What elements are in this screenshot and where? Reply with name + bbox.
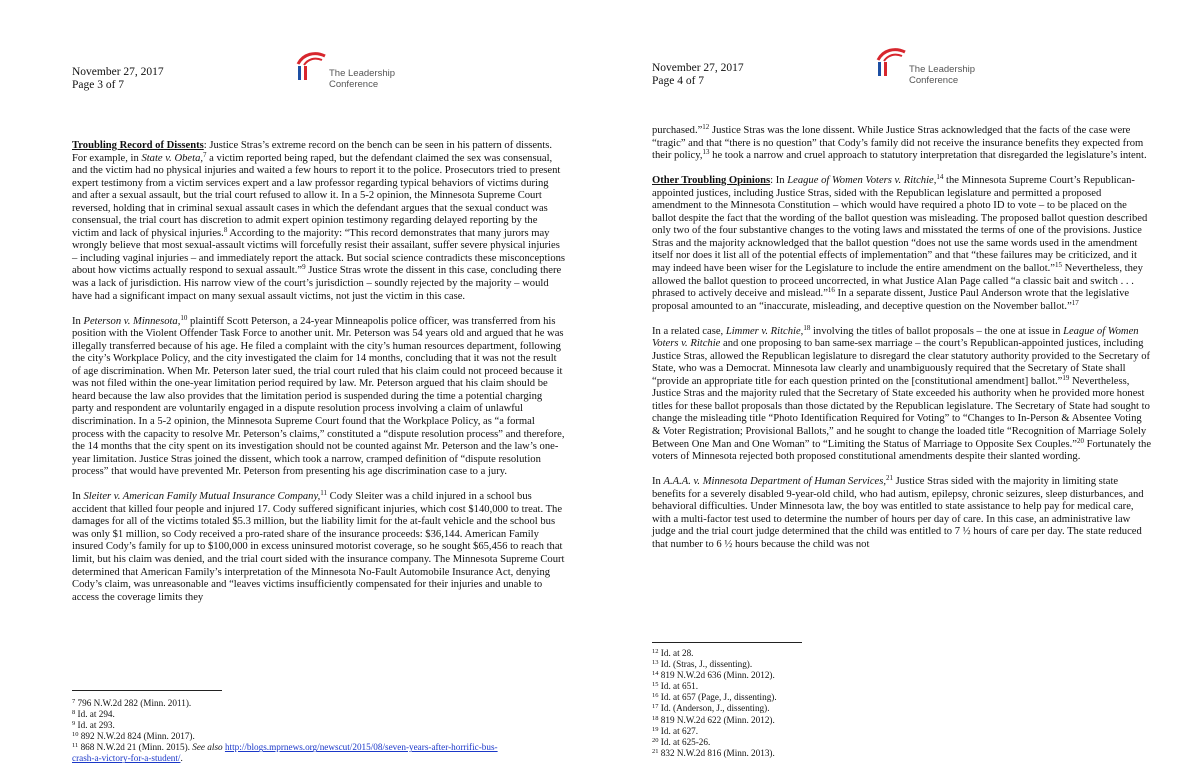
news-article-link-continued[interactable]: crash-a-victory-for-a-student/ [72, 753, 181, 764]
footnote-19: $^{19}$ Id. at 627. [652, 725, 699, 736]
leadership-conference-logo-icon [875, 48, 907, 78]
footnote-16: $^{16}$ Id. at 657 (Page, J., dissenting). [652, 692, 777, 703]
leadership-conference-logo [295, 52, 415, 96]
header-date: November 27, 2017 [652, 62, 744, 74]
case-name: League of Women Voters v. Ritchie [652, 325, 1139, 350]
paragraph-peterson: In Peterson v. Minnesota,$^{10}$ plaintiff Scott Peterson, a 24-year Minneapolis police officer, was transferred from his position with the Violent Offender Task Force to another unit. Mr. Peterson was 54 years old and argued that he was illegally transferred because of his age. He filed a complaint with the city’s human resources department, following the city’s Workplace Policy, and the city investigated the claim for 14 months, concluding that it was not the result of age discrimination. When Mr. Peterson later sued, the trial court ruled that his claim could not proceed because it was not filed within the one-year limitation period required by law. Mr. Peterson argued that his claim should be heard because the law also provides that the limitation period is suspended during the time a potential charging party and respondent are voluntarily engaged in a dispute resolution process involving a claim of unlawful discrimination. In a 5-2 opinion, the Minnesota Supreme Court found that the Workplace Policy, as “a formal process with the capacity to resolve Mr. Peterson’s claims,” constituted a “dispute resolution process” and therefore, the 14 months that the city spent on its investigation should not be counted against Mr. Peterson and the law’s one-year limitation. Justice Stras joined the dissent, which took a narrow, cramped definition of “dispute resolution process” that would have prevented Mr. Peterson from presenting his age discrimination case to a jury. [72, 313, 565, 478]
footnote-ref: 10 [180, 313, 188, 322]
footnotes [72, 698, 498, 765]
footnote-8: $^8$ Id. at 294. [72, 709, 115, 720]
footnote-ref: 15 [1055, 260, 1063, 269]
logo-line-2: Conference [329, 79, 379, 90]
footnote-13: $^{13}$ Id. (Stras, J., dissenting). [652, 659, 753, 670]
footnote-ref: 13 [702, 148, 710, 157]
header-page-number: Page 4 of 7 [652, 75, 705, 87]
section-heading-dissents: Troubling Record of Dissents [72, 140, 204, 151]
case-name: League of Women Voters v. Ritchie, [787, 175, 937, 187]
footnote-divider [652, 642, 802, 643]
footnote-21: $^{21}$ 832 N.W.2d 816 (Minn. 2013). [652, 747, 775, 758]
document-page-4 [600, 0, 1200, 783]
footnote-7: $^7$ 796 N.W.2d 282 (Minn. 2011). [72, 698, 192, 708]
footnote-ref: 20 [1076, 436, 1084, 445]
case-name: Limmer v. Ritchie, [725, 325, 804, 337]
footnote-15: $^{15}$ Id. at 651. [652, 681, 699, 692]
footnote-ref: 16 [827, 286, 835, 295]
logo-line-1: The Leadership [329, 68, 396, 79]
page-body [652, 125, 1152, 551]
case-name: State v. Obeta, [141, 152, 204, 164]
footnote-18: $^{18}$ 819 N.W.2d 622 (Minn. 2012). [652, 714, 775, 725]
footnote-ref: 7 [203, 150, 207, 159]
page-header [72, 66, 164, 92]
footnote-10: $^{10}$ 892 N.W.2d 824 (Minn. 2017). [72, 731, 195, 742]
footnote-14: $^{14}$ 819 N.W.2d 636 (Minn. 2012). [652, 670, 775, 681]
paragraph-sleiter-continued: purchased.”$^{12}$ Justice Stras was the lone dissent. While Justice Stras acknowledged that the facts of the case were “tragic” and that “there is no question” that Cody’s family did not receive the insurance benefits they expected from their policy,$^{13}$ he took a narrow and cruel approach to statutory interpretation that disregarded the legislature’s intent. [652, 123, 1147, 162]
footnote-12: $^{12}$ Id. at 28. [652, 648, 694, 658]
paragraph-league-of-women-voters: Other Troubling Opinions: In League of Women Voters v. Ritchie,$^{14}$ the Minnesota Supreme Court’s Republican-appointed justices, including Justice Stras, sided with the Republican legislature and permitted a proposed amendment to the Minnesota Constitution – which would have required a photo ID to vote – to be placed on the ballot despite the fact that the wording of the ballot question was misleading. The proposed ballot question described only two of the four substantive changes to the voting laws and misstated the terms of one of the provisions. Justice Stras and the majority acknowledged that the ballot question “does not use the same words used in the amendment itself nor does it list all of the potential effects of implementation” and that “these failures may be criticized, and it may indeed have been wiser for the Legislature to include the entire amendment on the ballot.”$^{15}$ Nevertheless, they allowed the ballot question to proceed uncorrected, in what Justice Alan Page called “a classic bait and switch . . . phrased to actively deceive and mislead.”$^{16}$ In a separate dissent, Justice Paul Anderson wrote that the legislative proposal amounted to an “inaccurate, misleading, and deceptive question on the November ballot.”$^{17}$ [652, 173, 1148, 312]
header-page-number: Page 3 of 7 [72, 79, 125, 91]
case-name: A.A.A. v. Minnesota Department of Human Services, [663, 476, 886, 488]
footnote-ref: 17 [1071, 298, 1079, 307]
footnote-17: $^{17}$ Id. (Anderson, J., dissenting). [652, 703, 770, 714]
footnote-divider [72, 690, 222, 691]
footnote-ref: 19 [1062, 373, 1070, 382]
page-body [72, 140, 566, 604]
page-header [652, 62, 744, 88]
case-name: Sleiter v. American Family Mutual Insurance Company, [83, 491, 321, 503]
footnote-ref: 9 [302, 263, 306, 272]
footnote-ref: 18 [803, 323, 811, 332]
leadership-conference-logo [875, 48, 995, 92]
footnote-11-continued: crash-a-victory-for-a-student/. [72, 753, 183, 764]
leadership-conference-logo-icon [295, 52, 327, 82]
paragraph-aaa: In A.A.A. v. Minnesota Department of Human Services,$^{21}$ Justice Stras sided with the majority in limiting state benefits for a severely disabled 9-year-old child, who had autism, epilepsy, chronic seizures, sleep disturbances, and behavioral difficulties. Under Minnesota law, the boy was entitled to state assistance to help pay for medical care, with a multi-factor test used to determine the number of hours per day of care. In this case, an administrative law judge and the trial court judge determined that the child was entitled to 7 ½ hours of care per day. The state reduced that number to 6 ½ hours because the child was not [652, 474, 1144, 550]
logo-line-1: The Leadership [909, 64, 976, 75]
footnote-ref: 21 [886, 474, 893, 483]
section-heading-other-opinions: Other Troubling Opinions [652, 175, 771, 187]
news-article-link[interactable]: http://blogs.mprnews.org/newscut/2015/08/seven-years-after-horrific-bus- [224, 742, 498, 753]
footnote-9: $^9$ Id. at 293. [72, 720, 115, 731]
paragraph-sleiter: In Sleiter v. American Family Mutual Insurance Company,$^{11}$ Cody Sleiter was a child injured in a school bus accident that killed four people and injured 17. Cody suffered significant injuries, which cost $140,000 to treat. The damages for all of the victims totaled $5.3 million, but the liability limit for the at-fault vehicle and the school bus was only $1 million, so Cody received a pro-rated share of the insurance proceeds: $36,144. American Family insured Cody’s family for up to $100,000 in excess uninsured motorist coverage, so he sought $65,456 to reach that limit, but his claim was denied, and the trial court sided with the insurance company. The Minnesota Supreme Court determined that American Family’s interpretation of the Minnesota No-Fault Automobile Insurance Act, denying Cody’s claim, was unreasonable and “leaves victims insufficiently compensated for their injuries and unable to access the coverage limits they [72, 489, 565, 603]
header-date: November 27, 2017 [72, 66, 164, 78]
paragraph-dissents: Troubling Record of Dissents: Justice Stras’s extreme record on the bench can be seen in his pattern of dissents. For example, in State v. Obeta,$^7$ a victim reported being raped, but the defendant claimed the sex was consensual, and the victim had no physical injuries and waited a few hours to report it to the police. Prosecutors tried to present expert testimony from a victim services expert and a law professor regarding typical behaviors of victims during and after a sexual assault, but the trial court refused to allow it. In a 5-2 opinion, the Minnesota Supreme Court reversed, holding that in criminal sexual assault cases in which the defendant argues that the sexual conduct was consensual, the trial court has discretion to admit expert opinion testimony regarding delayed reporting by the victim and lack of physical injuries.$^8$ According to the majority: “This record demonstrates that many jurors may wrongly believe that most sexual-assault victims will forcefully resist their assailant, suffer severe physical injuries – including vaginal injuries – and immediately report the attack. But social science contradicts these misconceptions about how victims actually respond to sexual assault.”$^9$ Justice Stras wrote the dissent in this case, concluding there was a lack of jurisdiction. His narrow view of the court’s jurisdiction – soundly rejected by the majority – would have had a significant impact on many sexual assault victims, not just the victim in this case. [72, 140, 566, 302]
footnote-ref: 8 [223, 225, 228, 234]
paragraph-limmer: In a related case, Limmer v. Ritchie,$^{18}$ involving the titles of ballot proposals – the one at issue in League of Women Voters v. Ritchie and one proposing to ban same-sex marriage – the court’s Republican-appointed justices, including Justice Stras, allowed the Republican legislature to disregard the clear statutory authority provided to the Secretary of State, who was a Democrat. Minnesota law clearly and unambiguously required that the Secretary of State shall “provide an appropriate title for each question printed on the [constitutional amendment] ballot.”$^{19}$ Nevertheless, Justice Stras and the majority ruled that the Secretary of State exceeded his authority when he provided more honest titles for these ballot proposals than those dictated by the Republican legislature. The Secretary of State had sought to change the misleading title “Photo Identification Required for Voting” to “Changes to In-Person & Absentee Voting & Voter Registration; Provisional Ballots,” and he sought to change the loaded title “Recognition of Marriage Solely Between One Man and One Woman” to “Limiting the Status of Marriage to Opposite Sex Couples.”$^{20}$ Fortunately the voters of Minnesota rejected both proposed constitutional amendments despite their slanted wording. [652, 323, 1152, 463]
footnote-ref: 11 [320, 489, 327, 498]
case-name: Peterson v. Minnesota, [83, 315, 181, 327]
footnotes [652, 648, 777, 759]
footnote-ref: 12 [702, 123, 710, 131]
footnote-20: $^{20}$ Id. at 625-26. [652, 736, 711, 747]
logo-line-2: Conference [909, 75, 959, 86]
footnote-11: $^{11}$ 868 N.W.2d 21 (Minn. 2015). See also http://blogs.mprnews.org/newscut/2015/08/seven-years-after-horrific-bus- [72, 742, 498, 753]
footnote-ref: 14 [936, 173, 944, 182]
